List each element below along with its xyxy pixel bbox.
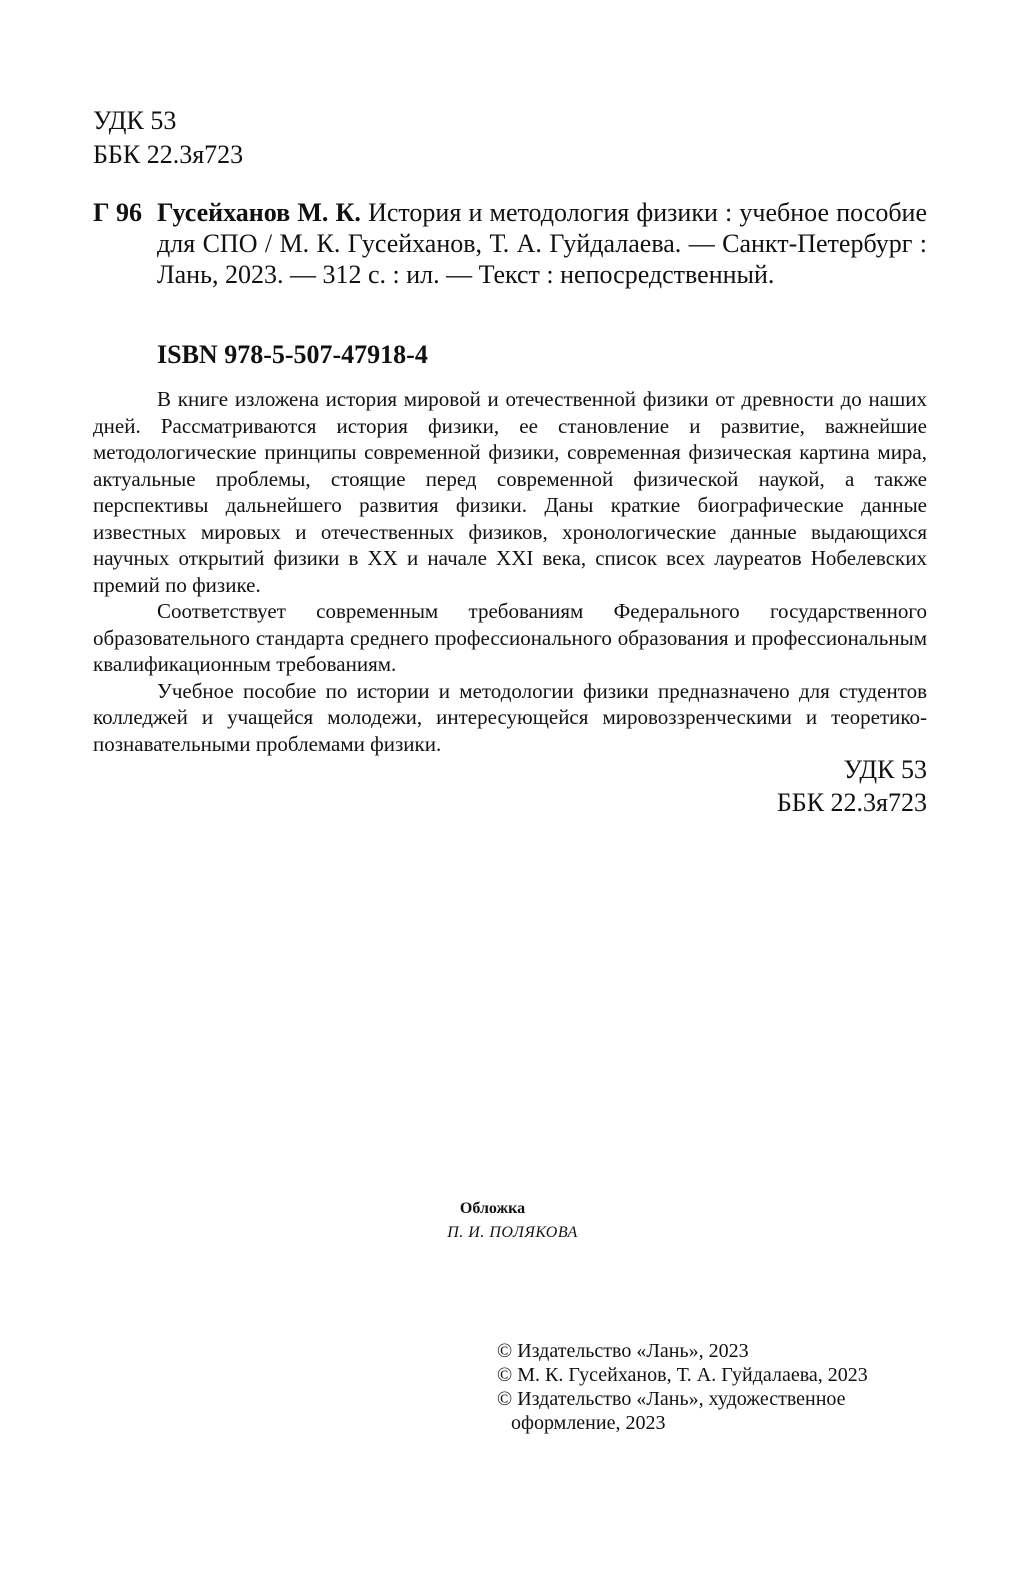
author-name: Гусейханов М. К.	[157, 198, 361, 227]
udk-code: УДК 53	[843, 755, 927, 784]
classification-top	[93, 104, 243, 172]
udk-code: УДК 53	[93, 106, 177, 135]
annotation-paragraph: Учебное пособие по истории и методологии физики предназначено для студентов колледжей и учащейся молодежи, интересующейся мировоззренческими и теоретико-познавательными проблемами физики.	[93, 678, 927, 756]
classification-bottom	[777, 753, 927, 819]
bbk-code: ББК 22.3я723	[93, 140, 244, 169]
bbk-code: ББК 22.3я723	[776, 788, 927, 817]
isbn: ISBN 978-5-507-47918-4	[157, 340, 428, 369]
bibliographic-description	[157, 197, 927, 290]
cover-label: Обложка	[459, 1200, 526, 1217]
copyright-line: © Издательство «Лань», художественное	[497, 1388, 846, 1410]
bibliographic-entry	[93, 197, 927, 290]
author-cipher: Г 96	[93, 198, 143, 227]
copyright-line: © Издательство «Лань», 2023	[497, 1340, 749, 1362]
annotation-paragraph: В книге изложена история мировой и отечественной физики от древности до наших дней. Рассматриваются история физики, ее становление и развитие, важнейшие методологические принципы современной физики, современная физическая картина мира, актуальные проблемы, стоящие перед современной физической наукой, а также перспективы дальнейшего развития физики. Даны краткие биографические данные известных мировых и отечественных физиков, хронологические данные выдающихся научных открытий физики в XX и начале XXI века, список всех лауреатов Нобелевских премий по физике.	[93, 387, 927, 597]
copyright-line: оформление, 2023	[511, 1412, 666, 1434]
cover-designer: П. И. ПОЛЯКОВА	[447, 1224, 578, 1241]
copyright-line: © М. К. Гусейханов, Т. А. Гуйдалаева, 2023	[497, 1364, 868, 1386]
book-description: История и методология физики : учебное пособие для СПО / М. К. Гусейханов, Т. А. Гуйдалаева. — Санкт-Петербург : Лань, 2023. — 312 с. : ил. — Текст : непосредственный.	[157, 198, 927, 289]
copyright-notice	[497, 1339, 868, 1435]
annotation	[93, 386, 927, 757]
annotation-paragraph: Соответствует современным требованиям Федерального государственного образовательного стандарта среднего профессионального образования и профессиональным квалификационным требованиям.	[93, 599, 927, 676]
